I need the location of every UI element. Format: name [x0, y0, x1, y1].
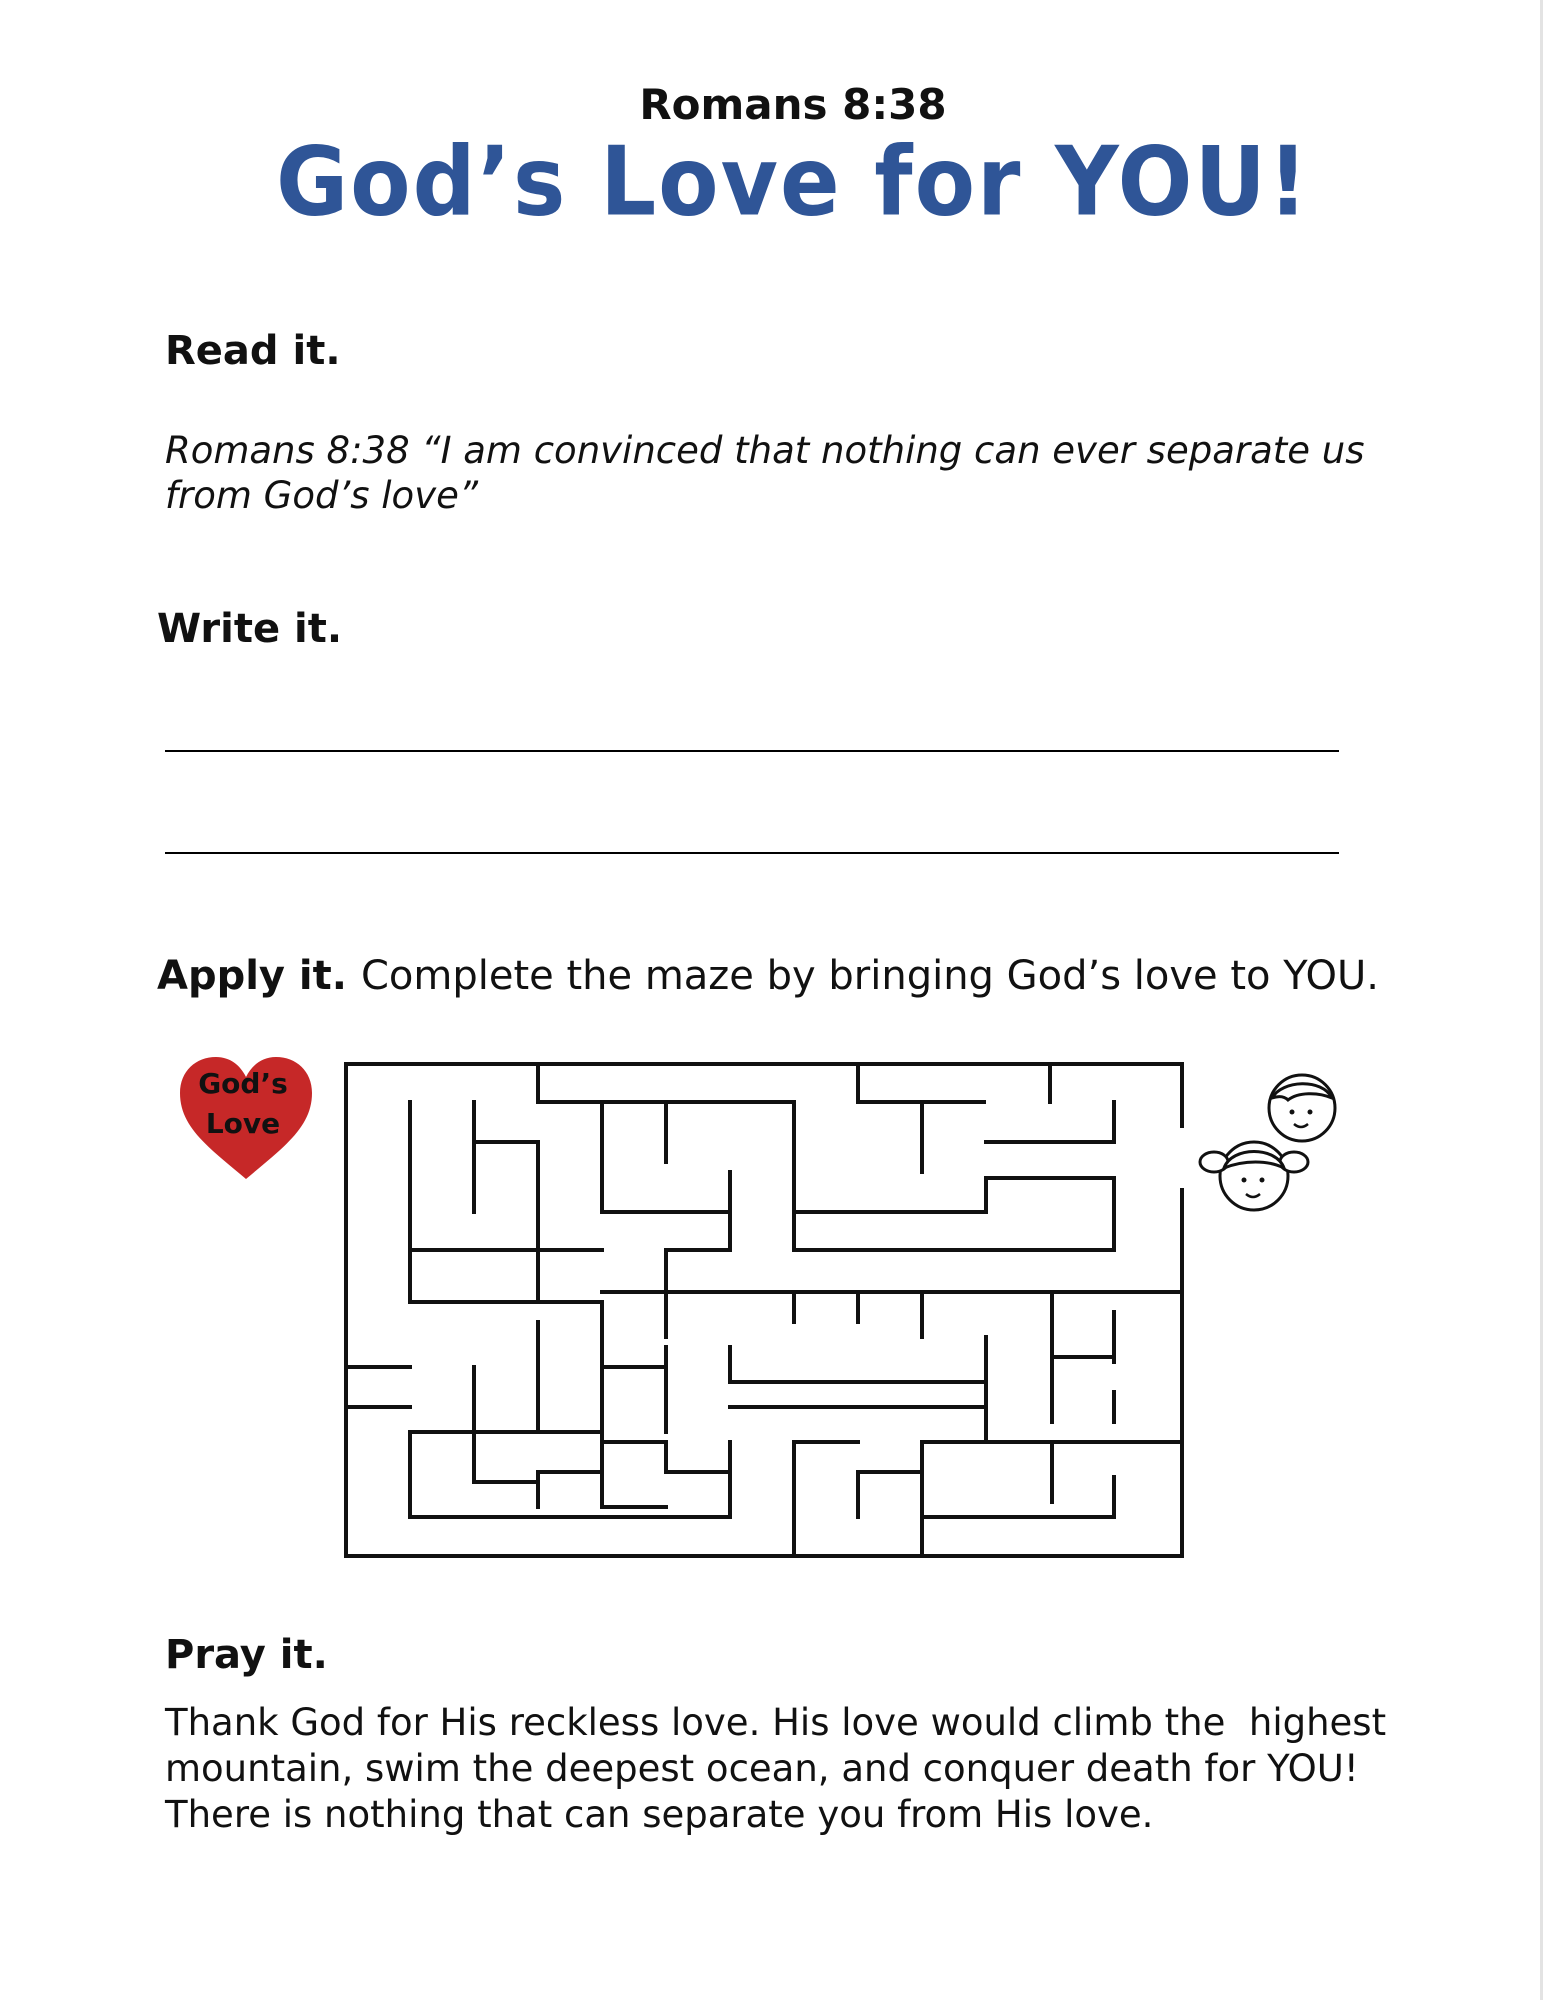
heart-label-line-2: Love — [205, 1107, 281, 1140]
verse-text — [165, 428, 1365, 518]
apply-instruction: Complete the maze by bringing God’s love to YOU. — [360, 953, 1379, 999]
read-heading: Read it. — [165, 328, 341, 374]
prayer-line-2: mountain, swim the deepest ocean, and conquer death for YOU! — [165, 1747, 1359, 1790]
pray-heading: Pray it. — [165, 1632, 328, 1678]
heart-label — [178, 1064, 308, 1144]
maze[interactable] — [344, 1062, 1184, 1558]
prayer-text — [165, 1700, 1415, 1838]
page-edge — [1540, 0, 1543, 2000]
writing-line-1[interactable] — [165, 750, 1339, 752]
scripture-reference: Romans 8:38 — [639, 80, 947, 129]
verse-line-1: Romans 8:38 “I am convinced that nothing can ever separate us — [165, 429, 1365, 472]
prayer-line-1: Thank God for His reckless love. His love would climb the highest — [165, 1701, 1387, 1744]
apply-heading: Apply it. — [157, 953, 347, 999]
heart-label-line-1: God’s — [198, 1067, 288, 1100]
prayer-line-3: There is nothing that can separate you from His love. — [165, 1793, 1154, 1836]
verse-line-2: from God’s love” — [165, 474, 479, 517]
write-heading: Write it. — [157, 606, 343, 652]
writing-line-2[interactable] — [165, 852, 1339, 854]
apply-section — [157, 953, 1379, 999]
children-faces-icon — [1198, 1070, 1346, 1220]
page-title: God’s Love for YOU! — [275, 125, 1311, 238]
